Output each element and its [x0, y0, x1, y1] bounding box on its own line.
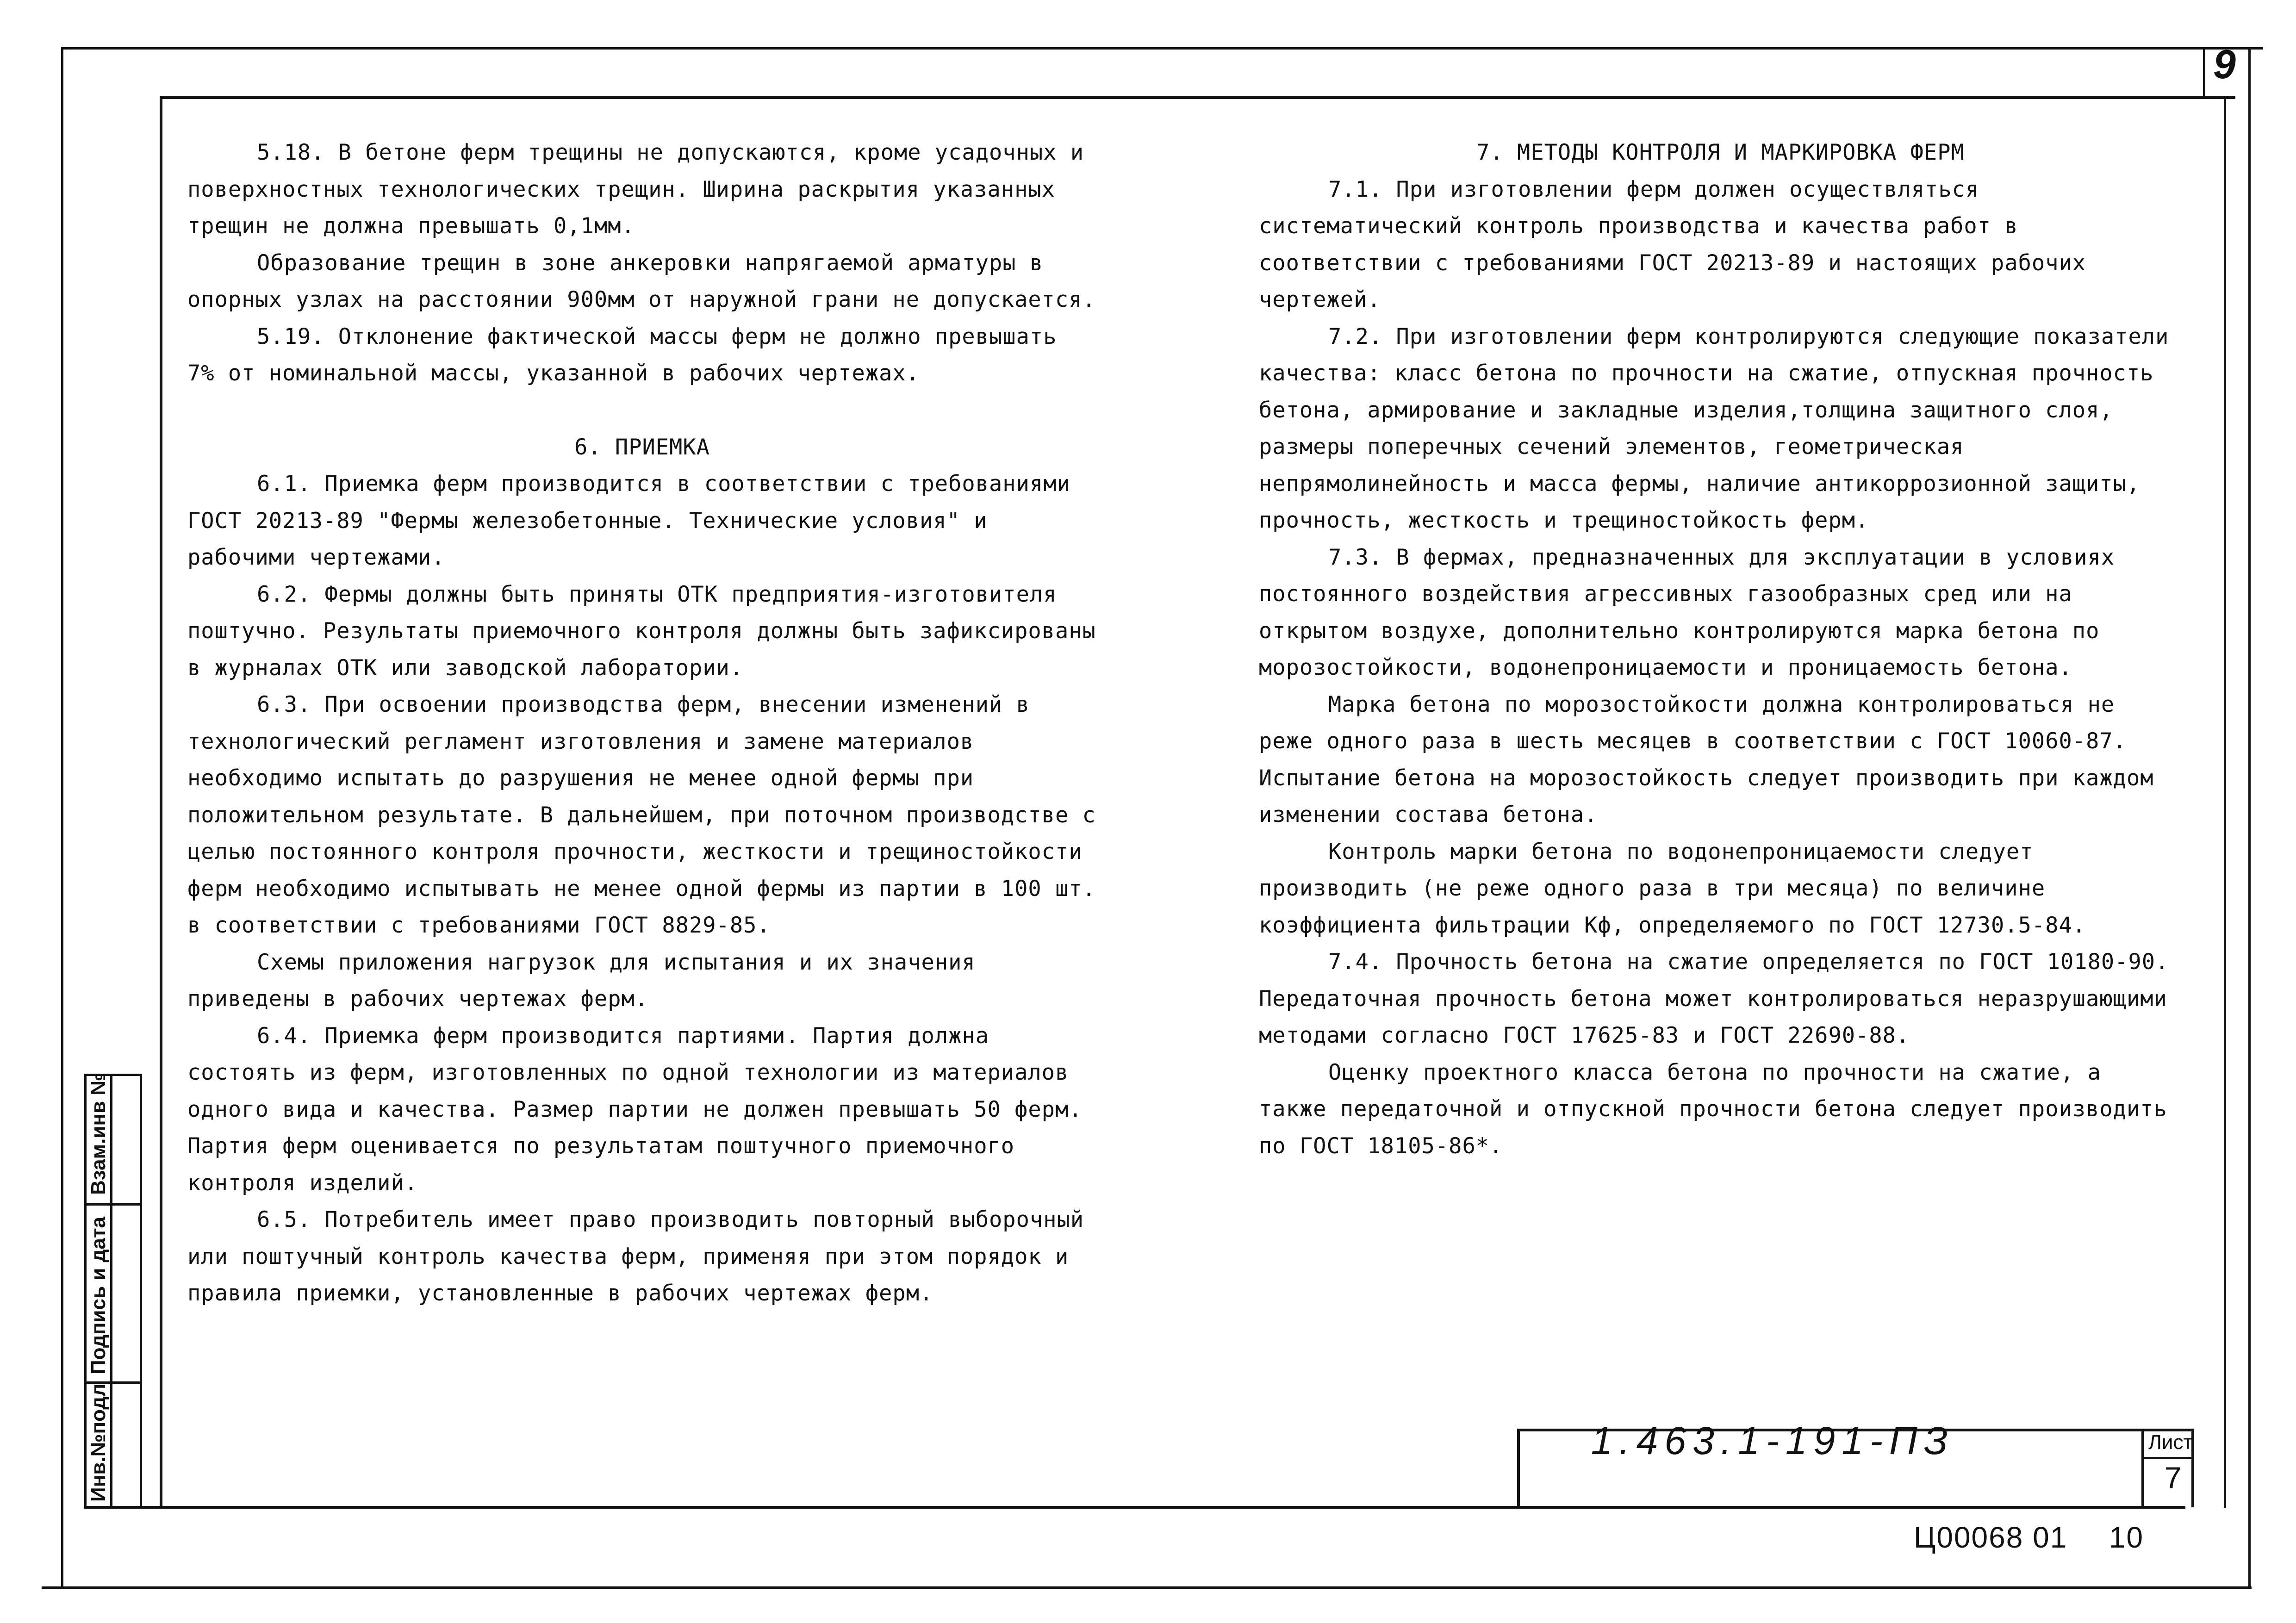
paragraph-5-18: 5.18. В бетоне ферм трещины не допускаются, кроме усадочных и поверхностных технологических трещин. Ширина раскрытия указанных трещин не должна превышать 0,1мм.: [187, 140, 1084, 239]
archive-code: Ц00068 01: [1914, 1521, 2068, 1554]
side-stamp: [84, 1074, 142, 1518]
paragraph-6-4: 6.4. Приемка ферм производится партиями. Партия должна состоять из ферм, изготовленных по одной технологии из материалов одного вида и качества. Размер партии не должен превышать 50 ферм. Партия ферм оценивается по результатам поштучного приемочного контроля изделий.: [187, 1023, 1083, 1196]
paragraph-6-3-schemes: Схемы приложения нагрузок для испытания и их значения приведены в рабочих чертежах ферм.: [187, 949, 976, 1012]
section-7-title: 7. МЕТОДЫ КОНТРОЛЯ И МАРКИРОВКА ФЕРМ: [1476, 140, 1965, 165]
paragraph-6-5: 6.5. Потребитель имеет право производить повторный выборочный или поштучный контроль качества ферм, применяя при этом порядок и правила приемки, установленные в рабочих чертежах ферм.: [187, 1207, 1084, 1306]
paragraph-7-2: 7.2. При изготовлении ферм контролируются следующие показатели качества: класс бетона по прочности на сжатие, отпускная прочность бетона, армирование и закладные изделия,толщина защитного слоя, размеры поперечных сечений элементов, геометрическая непрямолинейность и масса фермы, наличие антикоррозионной защиты, прочность, жесткость и трещиностойкость ферм.: [1259, 323, 2169, 533]
outer-frame-top: [61, 47, 2263, 50]
inner-frame-bottom: [84, 1506, 2185, 1509]
outer-frame-right: [2248, 47, 2251, 1588]
sheet-number: 7: [2164, 1461, 2182, 1495]
corner-divider: [2203, 47, 2205, 98]
sheet-label: Лист: [2148, 1431, 2193, 1454]
side-stamp-replaces-inv: Взам.инв №: [87, 1072, 110, 1195]
paragraph-7-4: 7.4. Прочность бетона на сжатие определяется по ГОСТ 10180-90. Передаточная прочность бетона может контролироваться неразрушающими методами согласно ГОСТ 17625-83 и ГОСТ 22690-88.: [1259, 949, 2169, 1048]
corner-sheet-number: 9: [2213, 41, 2236, 87]
outer-frame-left: [61, 47, 63, 1588]
outer-frame-bottom: [42, 1586, 2252, 1589]
paragraph-cracks-anchorage: Образование трещин в зоне анкеровки напрягаемой арматуры в опорных узлах на расстоянии 900мм от наружной грани не допускается.: [187, 250, 1096, 312]
inner-frame-right: [2224, 96, 2226, 1508]
inner-frame-top: [162, 96, 2235, 99]
paragraph-6-1: 6.1. Приемка ферм производится в соответствии с требованиями ГОСТ 20213-89 "Фермы железобетонные. Технические условия" и рабочими чертежами.: [187, 471, 1070, 570]
paragraph-5-19: 5.19. Отклонение фактической массы ферм не должно превышать 7% от номинальной массы, указанной в рабочих чертежах.: [187, 323, 1057, 386]
side-stamp-inv-no: Инв.№подл: [87, 1383, 110, 1502]
archive-id: [1914, 1520, 2144, 1555]
paragraph-7-3-frost: Марка бетона по морозостойкости должна контролироваться не реже одного раза в шесть месяцев в соответствии с ГОСТ 10060-87. Испытание бетона на морозостойкость следует производить при каждом изменении состава бетона.: [1259, 691, 2154, 827]
inner-frame-left: [160, 96, 162, 1508]
document-code: 1.463.1-191-ПЗ: [1591, 1419, 1954, 1462]
paragraph-6-2: 6.2. Фермы должны быть приняты ОТК предприятия-изготовителя поштучно. Результаты приемочного контроля должны быть зафиксированы в журналах ОТК или заводской лаборатории.: [187, 581, 1096, 681]
archive-page-number: 10: [2109, 1521, 2144, 1554]
paragraph-7-3-water: Контроль марки бетона по водонепроницаемости следует производить (не реже одного раза в три месяца) по величине коэффициента фильтрации Кф, определяемого по ГОСТ 12730.5-84.: [1259, 839, 2086, 938]
section-6-title: 6. ПРИЕМКА: [574, 434, 710, 460]
paragraph-6-3: 6.3. При освоении производства ферм, внесении изменений в технологический регламент изготовления и замене материалов необходимо испытать до разрушения не менее одной фермы при положительном результате. В дальнейшем, при поточном производстве с целью постоянного контроля прочности, жесткости и трещиностойкости ферм необходимо испытывать не менее одной фермы из партии в 100 шт. в соответствии с требованиями ГОСТ 8829-85.: [187, 692, 1096, 938]
paragraph-7-3: 7.3. В фермах, предназначенных для эксплуатации в условиях постоянного воздействия агрессивных газообразных сред или на открытом воздухе, дополнительно контролируются марка бетона по морозостойкости, водонепроницаемости и проницаемость бетона.: [1259, 544, 2115, 680]
paragraph-7-1: 7.1. При изготовлении ферм должен осуществляться систематический контроль производства и качества работ в соответствии с требованиями ГОСТ 20213-89 и настоящих рабочих чертежей.: [1259, 176, 2086, 312]
right-column: [1259, 134, 2182, 1164]
paragraph-7-4-evaluation: Оценку проектного класса бетона по прочности на сжатие, а также передаточной и отпускной прочности бетона следует производить по ГОСТ 18105-86*.: [1259, 1059, 2167, 1159]
left-column: [187, 134, 1097, 1312]
side-stamp-signature-date: Подпись и дата: [87, 1217, 110, 1374]
